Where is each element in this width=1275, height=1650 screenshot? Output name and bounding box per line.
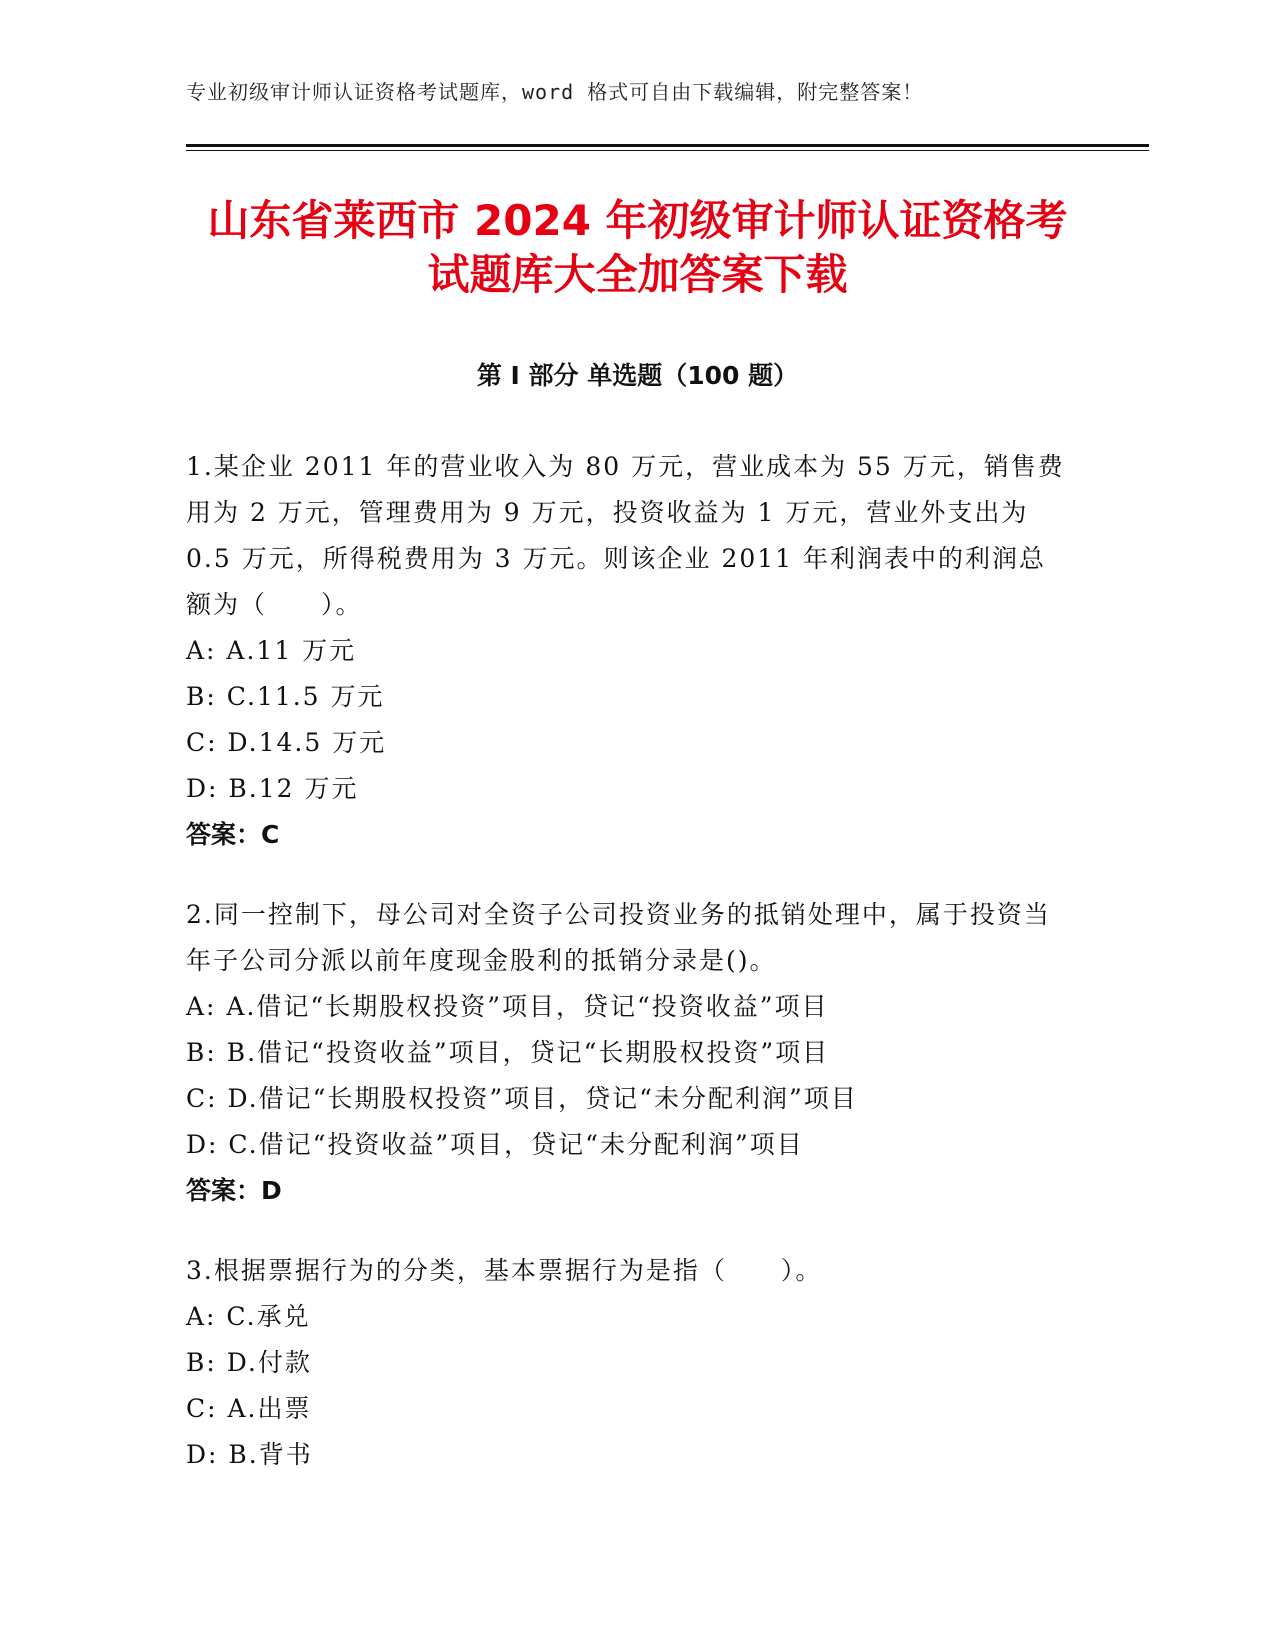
answer: 答案：D: [186, 1176, 282, 1205]
option-a: A: A.11 万元: [186, 636, 357, 665]
option-a: A: A.借记“长期股权投资”项目，贷记“投资收益”项目: [186, 992, 829, 1021]
question-stem: 1.某企业 2011 年的营业收入为 80 万元，营业成本为 55 万元，销售费用为 2 万元，管理费用为 9 万元，投资收益为 1 万元，营业外支出为 0.5 万元，所得税费用为 3 万元。则该企业 2011 年利润表中的利润总额为（ ）。: [186, 452, 1065, 619]
option-b: B: D.付款: [186, 1348, 312, 1377]
title-line-2: 试题库大全加答案下载: [427, 250, 848, 299]
question-stem: 3.根据票据行为的分类，基本票据行为是指（ ）。: [186, 1256, 823, 1285]
question-1: [186, 444, 1066, 858]
option-b: B: C.11.5 万元: [186, 682, 385, 711]
title-line-1: 山东省莱西市 2024 年初级审计师认证资格考: [207, 196, 1068, 245]
option-d: D: B.背书: [186, 1440, 313, 1469]
option-c: C: D.借记“长期股权投资”项目，贷记“未分配利润”项目: [186, 1084, 858, 1113]
question-3: [186, 1248, 1066, 1478]
section-title: 第 I 部分 单选题（100 题）: [476, 361, 799, 390]
header-note: 专业初级审计师认证资格考试题库，word 格式可自由下载编辑，附完整答案！: [186, 80, 924, 104]
option-a: A: C.承兑: [186, 1302, 311, 1331]
question-list: [186, 444, 1066, 1512]
question-2: [186, 892, 1066, 1214]
option-c: C: D.14.5 万元: [186, 728, 387, 757]
header-rule-thick: [186, 144, 1149, 147]
option-d: D: B.12 万元: [186, 774, 359, 803]
option-b: B: B.借记“投资收益”项目，贷记“长期股权投资”项目: [186, 1038, 830, 1067]
header-rule-thin: [186, 150, 1149, 151]
document-title: [120, 194, 1155, 302]
option-d: D: C.借记“投资收益”项目，贷记“未分配利润”项目: [186, 1130, 804, 1159]
answer: 答案：C: [186, 820, 280, 849]
option-c: C: A.出票: [186, 1394, 312, 1423]
question-stem: 2.同一控制下，母公司对全资子公司投资业务的抵销处理中，属于投资当年子公司分派以前年度现金股利的抵销分录是()。: [186, 900, 1051, 975]
